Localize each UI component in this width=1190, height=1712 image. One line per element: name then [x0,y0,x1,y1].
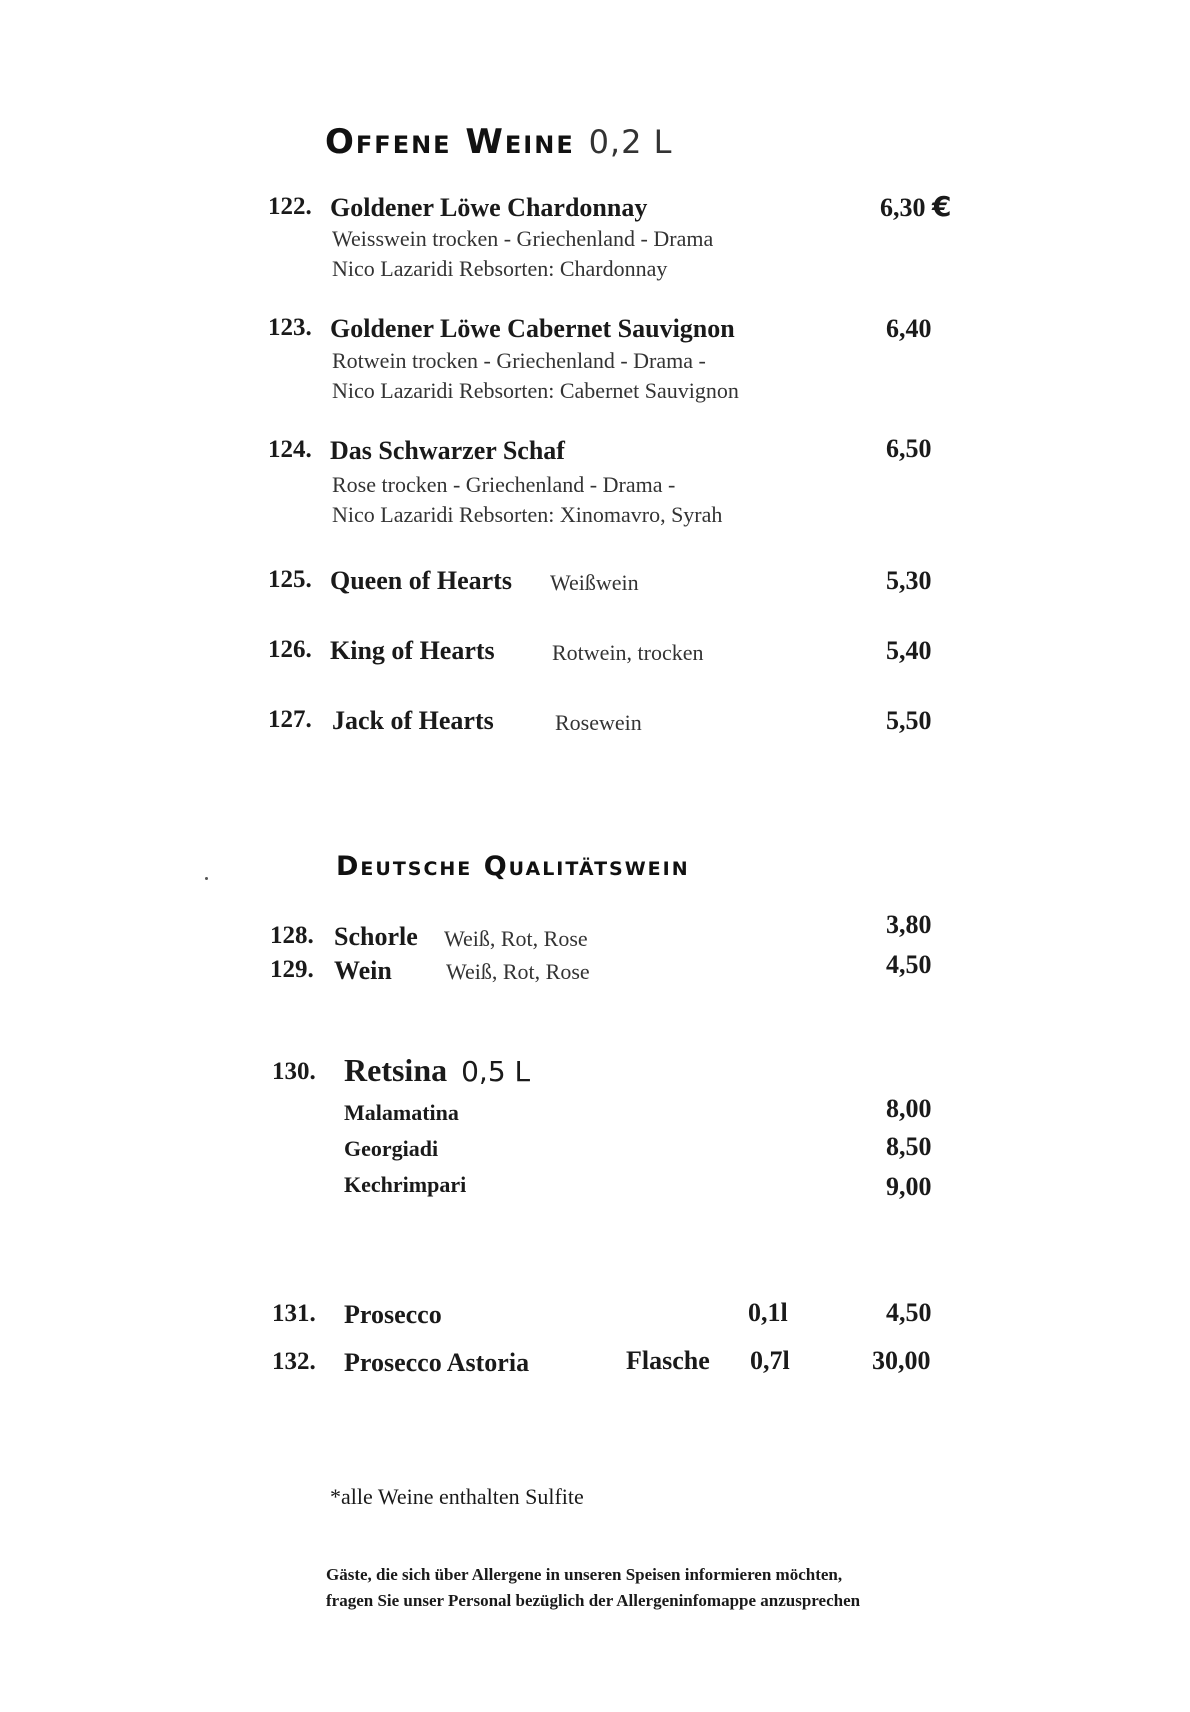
item-grapes: Nico Lazaridi Rebsorten: Chardonnay [332,256,668,281]
item-name: Goldener Löwe Cabernet Sauvignon [330,314,735,343]
section-title-open-wines [325,122,672,162]
price-value: 6,30 [880,193,926,222]
item-description: Weißwein [550,570,639,595]
item-name: Prosecco [344,1300,442,1329]
allergen-line-2: fragen Sie unser Personal bezüglich der Allergeninfomappe anzusprechen [326,1591,861,1610]
allergen-line-1: Gäste, die sich über Allergene in unseren Speisen informieren möchten, [326,1565,843,1584]
item-description: Rose trocken - Griechenland - Drama - [332,472,676,497]
item-name: Retsina [344,1052,448,1088]
retsina-variant: Malamatina [344,1100,459,1125]
item-name: Jack of Hearts [332,706,494,735]
item-price: 8,00 [886,1094,932,1123]
item-number: 132. [272,1348,316,1375]
item-name: Prosecco Astoria [344,1348,530,1377]
item-grapes: Nico Lazaridi Rebsorten: Xinomavro, Syrah [332,502,723,527]
item-number: 123. [268,314,312,341]
open-wines-title: Offene Weine [325,122,575,162]
item-price: 5,50 [886,706,932,735]
item-number: 124. [268,436,312,463]
item-price: 5,40 [886,636,932,665]
item-grapes: Nico Lazaridi Rebsorten: Cabernet Sauvignon [332,378,739,403]
euro-icon: € [932,190,952,223]
item-description: Weiß, Rot, Rose [446,959,590,984]
item-number: 126. [268,636,312,663]
item-volume: 0,1l [748,1298,788,1327]
item-name: Schorle [334,922,418,951]
item-price: 3,80 [886,910,932,939]
item-price: 4,50 [886,950,932,979]
item-number: 130. [272,1058,316,1085]
item-name: King of Hearts [330,636,495,665]
item-description: Rosewein [555,710,642,735]
item-price: 30,00 [872,1346,931,1375]
item-price: 4,50 [886,1298,932,1327]
item-price: 9,00 [886,1172,932,1201]
item-number: 128. [270,922,314,949]
item-description: Rotwein trocken - Griechenland - Drama - [332,348,706,373]
item-bottle: Flasche [626,1346,710,1375]
item-number: 122. [268,193,312,220]
retsina-variant: Kechrimpari [344,1172,467,1197]
retsina-variant: Georgiadi [344,1136,439,1161]
item-description: Rotwein, trocken [552,640,704,665]
item-description: Weisswein trocken - Griechenland - Drama [332,226,714,251]
item-number: 131. [272,1300,316,1327]
item-name: Queen of Hearts [330,566,512,595]
item-description: Weiß, Rot, Rose [444,926,588,951]
item-price: 6,50 [886,434,932,463]
item-price [880,190,951,223]
section-title-german-wines: Deutsche Qualitätswein [336,851,690,882]
item-number: 127. [268,706,312,733]
open-wines-unit: 0,2 L [588,123,673,161]
retsina-title [344,1052,530,1089]
item-name: Das Schwarzer Schaf [330,436,565,465]
item-price: 6,40 [886,314,932,343]
sulfite-note: *alle Weine enthalten Sulfite [330,1484,584,1509]
item-name: Goldener Löwe Chardonnay [330,193,648,222]
item-number: 129. [270,956,314,983]
item-name: Wein [334,956,392,985]
item-price: 5,30 [886,566,932,595]
item-price: 8,50 [886,1132,932,1161]
item-volume: 0,7l [750,1346,790,1375]
retsina-unit: 0,5 L [461,1055,531,1088]
item-number: 125. [268,566,312,593]
scan-speck [205,877,208,880]
